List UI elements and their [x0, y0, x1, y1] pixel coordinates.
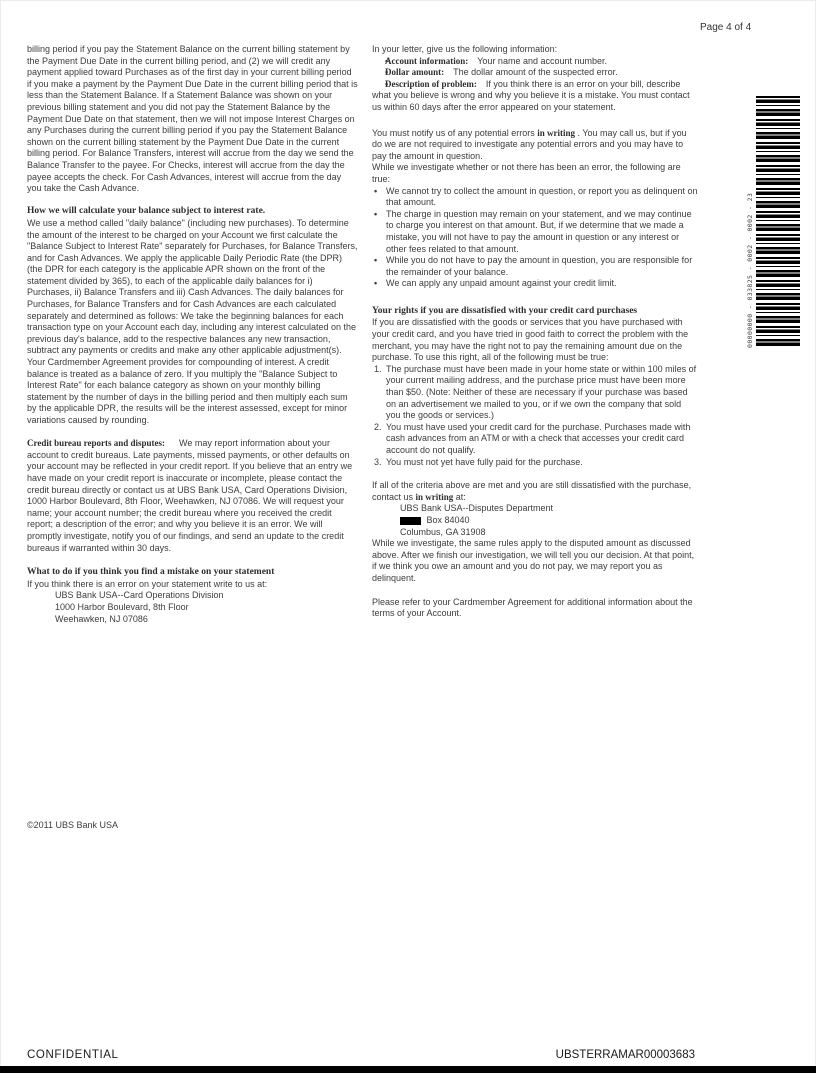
credit-bureau-text: We may report information about your account to credit bureaus. Late payments, missed payments, or other defaults on your account may be reflected in your credit report. If you believe that an entry we have made on your credit report is inaccurate or incomplete, please contact the credit bureau directly or contact us at UBS Bank USA, Card Operations Division, 1000 Harbor Boulevard, 8th Floor, Weehawken, NJ 07086. We will request your name; your account number; the credit bureau where you received the credit report; a description of the error; and why you believe it is an error. We will promptly investigate, notify you of our findings, and send an update to the credit bureaus if warranted within 30 days. [27, 438, 353, 553]
copyright-notice: ©2011 UBS Bank USA [27, 820, 119, 830]
numbered-item [372, 364, 698, 422]
balance-calculation-heading: How we will calculate your balance subject to interest rate. [27, 206, 266, 217]
barcode-number: 00000000 - 033825 - 0002 - 0002 - 23 [746, 192, 754, 348]
bullet-icon [374, 186, 377, 198]
investigate-intro: While we investigate whether or not there has been an error, the following are true: [372, 162, 681, 184]
disputes-address [400, 503, 698, 538]
address-line: 1000 Harbor Boulevard, 8th Floor [55, 601, 189, 612]
closing-paragraph: Please refer to your Cardmember Agreement for additional information about the terms of your Account. [372, 596, 693, 619]
address-line: Columbus, GA 31908 [400, 526, 486, 537]
right-column [372, 44, 698, 620]
balance-calculation-paragraph: We use a method called "daily balance" (including new purchases). To determine the amount of the interest to be charged on your Account we first calculate the "Balance Subject to Interest Rate" separately for Purchases, for Balance Transfers, and for Cash Advances. We apply the applicable Daily Periodic Rate (the DPR) (the DPR for each category is the applicable APR shown on the front of the statement divided by 365), to each of the applicable daily balances for i) Purchases, ii) Balance Transfers and iii) Cash Advances. The daily balances for Purchases, for Balance Transfers and for Cash Advances are each calculated separately and determined as follows: We take the beginning balances for each transaction type on your Account each day, including any interest calculated on the previous day's balance, add to the respective balances any new transaction, subtract any payments or credits and make any other applicable adjustment(s). Your Cardmember Agreement provides for compounding of interest. A credit balance is treated as a balance of zero. If you multiply the "Balance Subject to Interest Rate" for each balance category as shown on your monthly billing statement by the number of days in the billing period and then multiply each sum by the applicable DPR, the results will be the interest assessed, except for minor variations caused by rounding. [27, 217, 358, 425]
notify-text: You must notify us of any potential errors [372, 127, 538, 138]
error-bullet-text: We cannot try to collect the amount in question, or report you as delinquent on that amount. [386, 185, 698, 208]
credit-bureau-paragraph [27, 438, 358, 554]
criteria-paragraph [372, 480, 698, 503]
bullet-icon [374, 255, 377, 267]
info-bullet-dollar [372, 67, 698, 79]
in-writing-bold: in writing [537, 127, 576, 138]
notify-text-after: . You may call us, but if you do we are not required to investigate any potential errors and you may have to pay the amount in question. [372, 127, 687, 161]
redaction-box [400, 517, 421, 525]
numbered-item [372, 422, 698, 457]
rights-heading: Your rights if you are dissatisfied with your credit card purchases [372, 305, 638, 316]
criteria-text: If all of the criteria above are met and you are still dissatisfied with the purchase, contact us [372, 480, 692, 502]
bullet-icon [374, 209, 377, 221]
document-id: UBSTERRAMAR00003683 [555, 1049, 695, 1061]
error-bullet-text: We can apply any unpaid amount against your credit limit. [386, 278, 617, 289]
info-bullet-description [372, 79, 698, 114]
info-bullet-label: Description of problem: [385, 78, 477, 89]
rights-intro: If you are dissatisfied with the goods or services that you have purchased with your credit card, and you have tried in good faith to correct the problem with the merchant, you may have the right not to pay the remaining amount due on the purchase. To use this right, all of the following must be true: [372, 317, 689, 363]
bullet-icon [374, 278, 377, 290]
error-bullet [372, 186, 698, 209]
left-column [27, 44, 358, 625]
letter-intro: In your letter, give us the following information: [372, 44, 558, 54]
item-number: 2. [374, 421, 382, 432]
numbered-item-text: You must have used your credit card for the purchase. Purchases made with cash advances from an ATM or with a check that accesses your credit card account do not qualify. [386, 421, 691, 455]
billing-period-paragraph: billing period if you pay the Statement Balance on the current billing statement by the Payment Due Date in the current billing period, and (2) we will credit any payment applied toward Purchases as of the first day in your current billing period if you make a payment by the Payment Due Date in the current billing period that is less than the Statement Balance. If a Statement Balance was shown on your previous billing statement and you did not pay the Statement Balance by the Payment Due Date on that statement, then we will not impose Interest Charges on any Purchases during the current billing period if you pay the Statement Balance shown on the current billing statement by the Payment Due Date in the current billing period. For Balance Transfers, interest will accrue from the day we send the Balance Transfer to the payee. For Checks, interest will accrue from the day the payee accepts the check. For Cash Advances, interest will accrue from the day you take the Cash Advance. [27, 44, 358, 194]
address-line: UBS Bank USA--Disputes Department [400, 503, 554, 514]
error-bullet-text: While you do not have to pay the amount in question, you are responsible for the remainder of your balance. [386, 255, 693, 277]
info-bullet-label: Account information: [385, 55, 469, 66]
card-operations-address [55, 590, 358, 625]
bullet-icon [372, 67, 385, 79]
notify-paragraph [372, 128, 698, 163]
numbered-item [372, 457, 698, 469]
address-line [400, 515, 698, 527]
info-bullet-text: If you think there is an error on your bill, describe what you believe is wrong and why you believe it is a mistake. You must contact us within 60 days after the error appeared on your statement. [372, 78, 690, 112]
info-bullet-text: Your name and account number. [477, 55, 608, 66]
investigate-outro: While we investigate, the same rules apply to the disputed amount as discussed above. After we finish our investigation, we will tell you our decision. At that point, if we think you owe an amount and you do not pay, we may report you as delinquent. [372, 538, 695, 583]
address-line: UBS Bank USA--Card Operations Division [55, 590, 224, 601]
criteria-text-after: at: [453, 491, 466, 502]
info-bullet-text: The dollar amount of the suspected error. [453, 67, 618, 78]
numbered-item-text: The purchase must have been made in your home state or within 100 miles of your current mailing address, and the purchase price must have been more than $50. (Note: Neither of these are necessary if your purchase was based on an advertisement we mailed to you, or if we own the company that sold you the goods or services.) [386, 363, 697, 421]
item-number: 3. [374, 456, 382, 467]
item-number: 1. [374, 363, 382, 374]
error-bullet-text: The charge in question may remain on your statement, and we may continue to charge you interest on that amount. But, if we determine that we made a mistake, you will not have to pay the amount in question or any interest or other fees related to that amount. [386, 208, 692, 254]
numbered-item-text: You must not yet have fully paid for the purchase. [386, 456, 583, 467]
address-line: Weehawken, NJ 07086 [55, 613, 148, 624]
info-bullet-label: Dollar amount: [385, 67, 445, 78]
error-bullet [372, 255, 698, 278]
page-indicator: Page 4 of 4 [700, 22, 752, 33]
mistake-intro: If you think there is an error on your statement write to us at: [27, 578, 268, 589]
error-bullet [372, 209, 698, 255]
confidential-label: CONFIDENTIAL [27, 1049, 119, 1061]
error-bullet [372, 278, 698, 290]
info-bullet-account [372, 56, 698, 68]
bullet-icon [372, 79, 385, 91]
bullet-icon [372, 56, 385, 68]
mistake-heading: What to do if you think you find a mistake on your statement [27, 567, 275, 578]
credit-bureau-heading: Credit bureau reports and disputes: [27, 438, 166, 449]
barcode [756, 96, 800, 348]
barcode-block [746, 96, 800, 348]
po-box-text: Box 84040 [424, 514, 470, 525]
footer-rule [0, 1066, 816, 1073]
in-writing-bold: in writing [415, 491, 454, 502]
